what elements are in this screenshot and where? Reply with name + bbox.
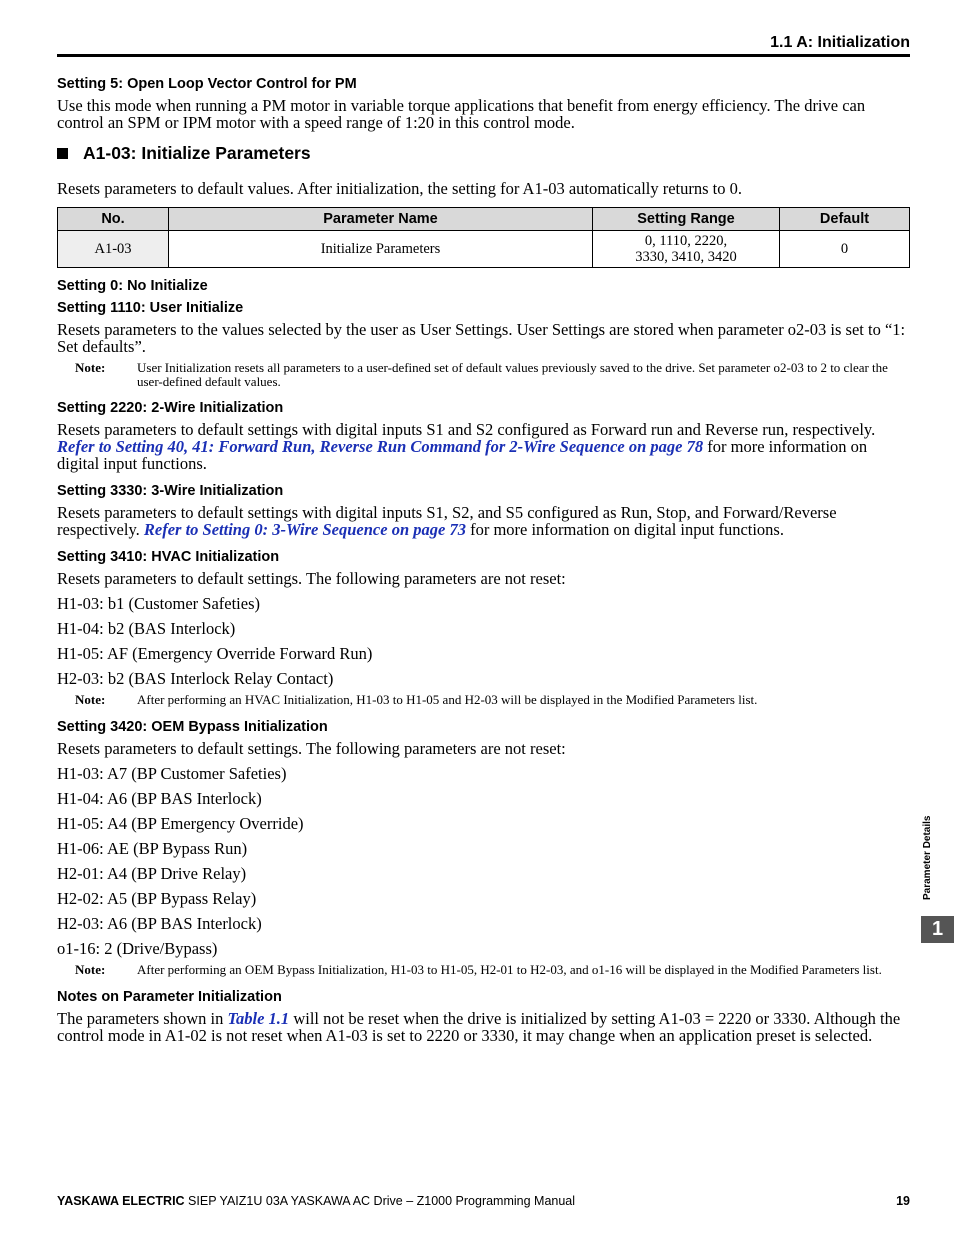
section-header: 1.1 A: Initialization bbox=[770, 34, 910, 51]
square-bullet-icon bbox=[57, 148, 68, 159]
table-row bbox=[58, 231, 910, 268]
heading-notes-initialization: Notes on Parameter Initialization bbox=[57, 989, 282, 1005]
note-1110 bbox=[57, 361, 910, 389]
heading-setting-3420: Setting 3420: OEM Bypass Initialization bbox=[57, 719, 328, 735]
note-label: Note: bbox=[75, 692, 106, 707]
col-default: Default bbox=[780, 208, 910, 231]
list-item: H1-05: A4 (BP Emergency Override) bbox=[57, 814, 304, 833]
list-item: H1-03: b1 (Customer Safeties) bbox=[57, 594, 261, 613]
header-rule bbox=[57, 54, 910, 57]
list-item: o1-16: 2 (Drive/Bypass) bbox=[57, 939, 218, 958]
text-3330-a: Resets parameters to default settings with digital inputs S1, S2, and S5 configured as Run, Stop, and Forward/Reverse respectively. bbox=[57, 503, 837, 539]
side-section-label: Parameter Details bbox=[922, 815, 933, 900]
link-2-wire-sequence[interactable]: Refer to Setting 40, 41: Forward Run, Reverse Run Command for 2-Wire Sequence on page 78 bbox=[57, 437, 704, 456]
list-item: H2-03: b2 (BAS Interlock Relay Contact) bbox=[57, 669, 334, 688]
heading-setting-2220: Setting 2220: 2-Wire Initialization bbox=[57, 400, 284, 416]
list-item: H2-03: A6 (BP BAS Interlock) bbox=[57, 914, 262, 933]
heading-setting-3330: Setting 3330: 3-Wire Initialization bbox=[57, 483, 284, 499]
link-table-1-1[interactable]: Table 1.1 bbox=[227, 1009, 290, 1028]
paragraph-setting-5: Use this mode when running a PM motor in variable torque applications that benefit from energy efficiency. The drive can control an SPM or IPM motor with a speed range of 1:20 in this control mode. bbox=[57, 96, 866, 132]
paragraph-notes-initialization bbox=[57, 1010, 910, 1044]
text-2220-a: Resets parameters to default settings with digital inputs S1 and S2 configured as Forward run and Reverse run, respectively. bbox=[57, 420, 876, 439]
paragraph-setting-2220 bbox=[57, 421, 910, 472]
list-item: H2-02: A5 (BP Bypass Relay) bbox=[57, 889, 257, 908]
cell-range-line-2: 3330, 3410, 3420 bbox=[635, 249, 737, 265]
list-item: H1-05: AF (Emergency Override Forward Run) bbox=[57, 644, 373, 663]
note-text: User Initialization resets all parameters to a user-defined set of default values previously saved to the drive. Set parameter o2-03 to 2 to clear the user-defined default values. bbox=[137, 360, 888, 389]
page-content bbox=[57, 76, 910, 1044]
table-header-row bbox=[58, 208, 910, 231]
chapter-tab: 1 bbox=[921, 916, 954, 943]
cell-range bbox=[593, 231, 780, 268]
page-number: 19 bbox=[896, 1194, 910, 1208]
cell-default: 0 bbox=[780, 231, 910, 268]
cell-range-line-1: 0, 1110, 2220, bbox=[644, 233, 728, 249]
paragraph-setting-3410: Resets parameters to default settings. The following parameters are not reset: bbox=[57, 569, 566, 588]
cell-no: A1-03 bbox=[58, 231, 169, 268]
list-item: H1-03: A7 (BP Customer Safeties) bbox=[57, 764, 287, 783]
list-item: H2-01: A4 (BP Drive Relay) bbox=[57, 864, 247, 883]
list-item: H1-04: A6 (BP BAS Interlock) bbox=[57, 789, 262, 808]
text-2220-b: for more information on digital input functions. bbox=[57, 437, 868, 473]
note-text: After performing an HVAC Initialization, H1-03 to H1-05 and H2-03 will be displayed in the Modified Parameters list. bbox=[137, 692, 758, 707]
list-item: H1-04: b2 (BAS Interlock) bbox=[57, 619, 236, 638]
paragraph-a1-03: Resets parameters to default values. After initialization, the setting for A1-03 automatically returns to 0. bbox=[57, 179, 743, 198]
paragraph-setting-3330 bbox=[57, 504, 910, 538]
text-3330-b: for more information on digital input functions. bbox=[465, 520, 784, 539]
text-notes-b: will not be reset when the drive is initialized by setting A1-03 = 2220 or 3330. Although the control mode in A1-02 is not reset when A1-03 is set to 2220 or 3330, it may change when an application preset is selected. bbox=[57, 1009, 901, 1045]
footer-doc: SIEP YAIZ1U 03A YASKAWA AC Drive – Z1000 Programming Manual bbox=[184, 1194, 576, 1208]
col-setting-range: Setting Range bbox=[593, 208, 780, 231]
parameter-table bbox=[57, 207, 910, 268]
note-3410 bbox=[57, 693, 910, 707]
heading-setting-1110: Setting 1110: User Initialize bbox=[57, 300, 244, 316]
paragraph-setting-1110: Resets parameters to the values selected by the user as User Settings. User Settings are stored when parameter o2-03 is set to “1: Set defaults”. bbox=[57, 320, 906, 356]
note-text: After performing an OEM Bypass Initialization, H1-03 to H1-05, H2-01 to H2-03, and o1-16 will be displayed in the Modified Parameters list. bbox=[137, 962, 882, 977]
heading-setting-5: Setting 5: Open Loop Vector Control for PM bbox=[57, 76, 357, 92]
heading-setting-0: Setting 0: No Initialize bbox=[57, 278, 208, 294]
heading-a1-03-text: A1-03: Initialize Parameters bbox=[83, 143, 311, 163]
page-footer bbox=[57, 1194, 910, 1208]
col-no: No. bbox=[58, 208, 169, 231]
link-3-wire-sequence[interactable]: Refer to Setting 0: 3-Wire Sequence on page 73 bbox=[143, 520, 466, 539]
note-label: Note: bbox=[75, 360, 106, 375]
cell-name: Initialize Parameters bbox=[169, 231, 593, 268]
footer-brand: YASKAWA ELECTRIC bbox=[57, 1194, 185, 1208]
list-item: H1-06: AE (BP Bypass Run) bbox=[57, 839, 248, 858]
note-label: Note: bbox=[75, 962, 106, 977]
col-parameter-name: Parameter Name bbox=[169, 208, 593, 231]
paragraph-setting-3420: Resets parameters to default settings. The following parameters are not reset: bbox=[57, 739, 566, 758]
heading-setting-3410: Setting 3410: HVAC Initialization bbox=[57, 549, 280, 565]
note-3420 bbox=[57, 963, 910, 977]
heading-a1-03 bbox=[57, 143, 910, 164]
text-notes-a: The parameters shown in bbox=[57, 1009, 228, 1028]
